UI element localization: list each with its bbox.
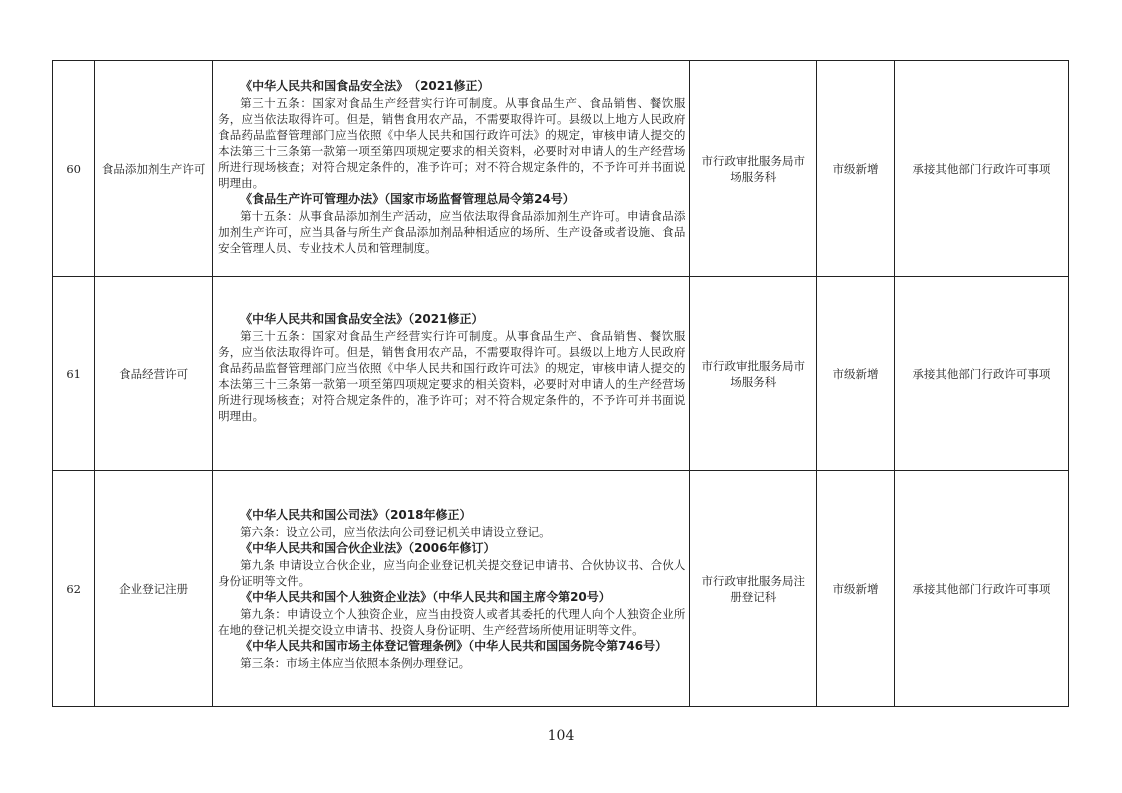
law-title: 《中华人民共和国食品安全法》 （2021修正）: [240, 79, 490, 93]
department-cell: [690, 471, 817, 707]
department-cell: [690, 277, 817, 471]
law-title: 《中华人民共和国市场主体登记管理条例》（中华人民共和国国务院令第746号）: [240, 638, 668, 653]
department: 市行政审批服务局市场服务科: [701, 153, 806, 184]
legal-basis-cell: [213, 471, 690, 707]
table-row: [53, 277, 1069, 471]
change-type: 市级新增: [817, 471, 895, 707]
remark: 承接其他部门行政许可事项: [894, 277, 1068, 471]
permit-table: [52, 60, 1069, 707]
legal-basis-cell: [213, 61, 690, 277]
law-clause: 第九条：申请设立个人独资企业，应当由投资人或者其委托的代理人向个人独资企业所在地的登记机关提交设立申请书、投资人身份证明、生产经营场所使用证明等文件。: [218, 606, 686, 637]
department: 市行政审批服务局注册登记科: [701, 573, 806, 604]
row-number: 61: [53, 277, 95, 471]
law-title: 《中华人民共和国合伙企业法》（2006年修订）: [240, 540, 496, 555]
item-name: 企业登记注册: [95, 471, 213, 707]
law-clause: 第三条：市场主体应当依照本条例办理登记。: [240, 655, 471, 670]
law-clause: 第九条 申请设立合伙企业，应当向企业登记机关提交登记申请书、合伙协议书、合伙人身份证明等文件。: [218, 557, 686, 588]
department-cell: [690, 61, 817, 277]
page-number: 104: [547, 728, 575, 744]
department: 市行政审批服务局市场服务科: [701, 358, 806, 389]
law-title: 《中华人民共和国个人独资企业法》（中华人民共和国主席令第20号）: [240, 589, 611, 604]
remark: 承接其他部门行政许可事项: [894, 471, 1068, 707]
legal-basis-cell: [213, 277, 690, 471]
law-title: 《食品生产许可管理办法》（国家市场监督管理总局令第24号）: [240, 192, 575, 206]
law-title: 《中华人民共和国食品安全法》（2021修正）: [240, 312, 484, 326]
table-row: [53, 61, 1069, 277]
law-clause: 第十五条：从事食品添加剂生产活动，应当依法取得食品添加剂生产许可。申请食品添加剂生产许可，应当具备与所生产食品添加剂品种相适应的场所、生产设备或者设施、食品安全管理人员、专业技术人员和管理制度。: [218, 209, 686, 255]
law-clause: 第六条：设立公司，应当依法向公司登记机关申请设立登记。: [240, 524, 551, 539]
item-name: 食品添加剂生产许可: [95, 61, 213, 277]
item-name: 食品经营许可: [95, 277, 213, 471]
change-type: 市级新增: [817, 61, 895, 277]
row-number: 60: [53, 61, 95, 277]
row-number: 62: [53, 471, 95, 707]
law-clause: 第三十五条：国家对食品生产经营实行许可制度。从事食品生产、食品销售、餐饮服务，应当依法取得许可。但是，销售食用农产品，不需要取得许可。县级以上地方人民政府食品药品监督管理部门应当依照《中华人民共和国行政许可法》的规定，审核申请人提交的本法第三十三条第一款第一项至第四项规定要求的相关资料，必要时对申请人的生产经营场所进行现场核查；对符合规定条件的，准予许可；对不符合规定条件的，不予许可并书面说明理由。: [218, 96, 686, 190]
law-title: 《中华人民共和国公司法》（2018年修正）: [240, 507, 472, 522]
table-row: [53, 471, 1069, 707]
change-type: 市级新增: [817, 277, 895, 471]
law-clause: 第三十五条：国家对食品生产经营实行许可制度。从事食品生产、食品销售、餐饮服务，应当依法取得许可。但是，销售食用农产品，不需要取得许可。县级以上地方人民政府食品药品监督管理部门应当依照《中华人民共和国行政许可法》的规定，审核申请人提交的本法第三十三条第一款第一项至第四项规定要求的相关资料，必要时对申请人的生产经营场所进行现场核查；对符合规定条件的，准予许可；对不符合规定条件的，不予许可并书面说明理由。: [218, 329, 686, 423]
remark: 承接其他部门行政许可事项: [894, 61, 1068, 277]
